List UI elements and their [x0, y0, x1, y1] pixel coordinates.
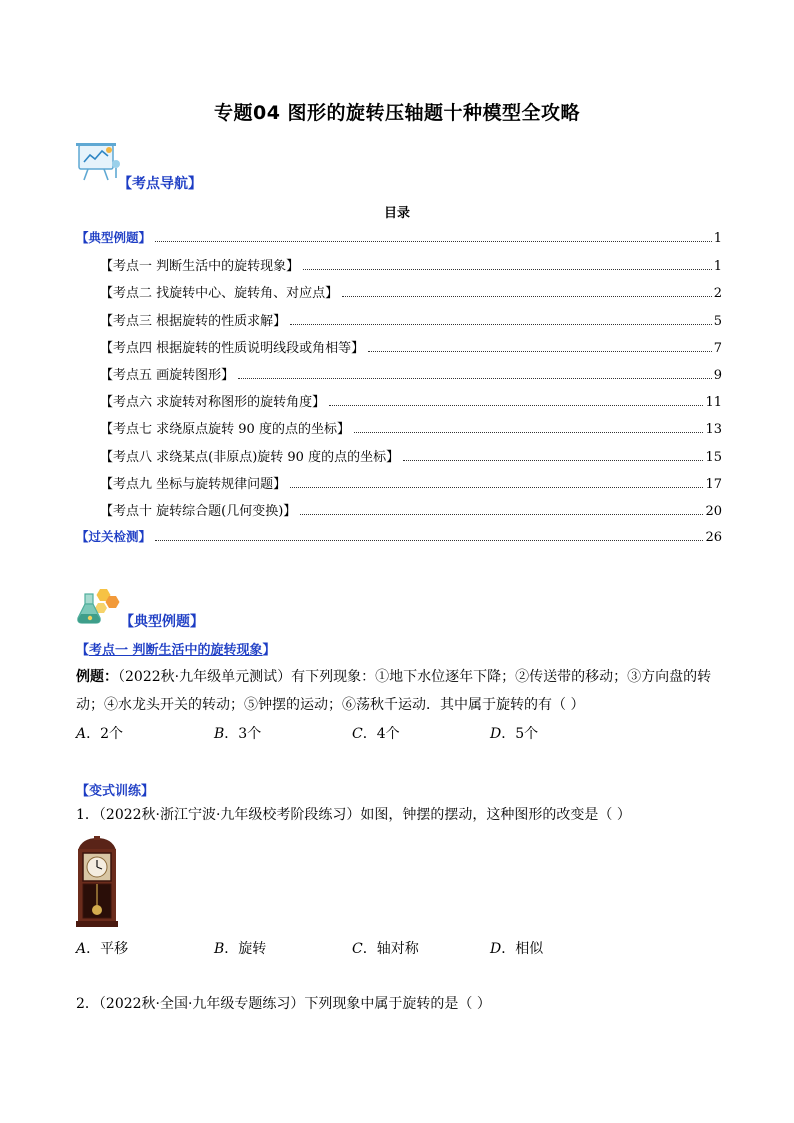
option-b[interactable]: B．3个	[214, 726, 262, 742]
toc-entry-page: 9	[713, 368, 722, 383]
toc-leader-dots	[354, 431, 704, 433]
presentation-board-icon	[76, 142, 122, 182]
toc-entry-label: 【过关检测】	[76, 529, 152, 545]
option-a[interactable]: A．2个	[76, 726, 124, 742]
q1-option-a[interactable]: A．平移	[76, 941, 129, 957]
toc-entry[interactable]	[100, 337, 722, 355]
nav-section-label: 【考点导航】	[118, 176, 202, 192]
toc-entry[interactable]	[76, 527, 722, 545]
toc-entry-label: 【考点六 求旋转对称图形的旋转角度】	[100, 395, 326, 411]
toc-entry-page: 1	[713, 259, 722, 275]
option-d[interactable]: D．5个	[490, 726, 539, 742]
kp1-bracket-open: 【	[76, 643, 90, 658]
toc-title: 目录	[383, 206, 410, 221]
kp1-bracket-close: 】	[262, 643, 276, 658]
toc-entry-page: 20	[705, 504, 722, 519]
toc-entry-label: 【考点一 判断生活中的旋转现象】	[100, 259, 300, 275]
toc-entry-page: 5	[713, 313, 722, 329]
example-lead: 例题：	[76, 669, 118, 685]
question-2: 2．（2022秋·全国·九年级专题练习）下列现象中属于旋转的是（ ）	[76, 996, 491, 1012]
toc-leader-dots	[238, 377, 712, 379]
toc-entry-page: 13	[705, 422, 722, 438]
example-question	[76, 663, 726, 719]
toc-leader-dots	[300, 513, 703, 515]
example-line-1: （2022秋·九年级单元测试）有下列现象：①地下水位逐年下降；②传送带的移动；③方向盘的转	[118, 669, 712, 685]
question-1-options	[76, 938, 628, 958]
example-line-2: 动；④水龙头开关的转动；⑤钟摆的运动；⑥荡秋千运动．其中属于旋转的有（ ）	[76, 697, 585, 713]
toc-leader-dots	[290, 323, 712, 325]
toc-entry-label: 【考点三 根据旋转的性质求解】	[100, 313, 287, 329]
toc-entry-label: 【考点二 找旋转中心、旋转角、对应点】	[100, 286, 339, 302]
toc-entry-page: 17	[705, 476, 722, 492]
flask-hexagon-icon	[76, 586, 122, 626]
q1-option-c[interactable]: C．轴对称	[352, 941, 419, 957]
toc-leader-dots	[155, 539, 703, 541]
toc-entry[interactable]	[100, 500, 722, 518]
toc-entry-label: 【考点八 求绕某点(非原点)旋转 90 度的点的坐标】	[100, 449, 400, 465]
toc-entry[interactable]	[100, 310, 722, 328]
q1-option-b[interactable]: B．旋转	[214, 941, 267, 957]
kp1-heading	[76, 639, 276, 658]
toc-leader-dots	[303, 268, 712, 270]
question-1: 1．（2022秋·浙江宁波·九年级校考阶段练习）如图，钟摆的摆动，这种图形的改变是（ ）	[76, 807, 631, 823]
q1-option-d[interactable]: D．相似	[490, 941, 544, 957]
toc-leader-dots	[342, 295, 712, 297]
toc-entry-page: 2	[713, 286, 722, 302]
toc-entry-label: 【考点九 坐标与旋转规律问题】	[100, 476, 287, 492]
toc-entry-page: 11	[705, 395, 722, 411]
toc-entry-label: 【考点五 画旋转图形】	[100, 368, 235, 383]
toc-entry[interactable]	[100, 473, 722, 491]
kp1-heading-text: 考点一 判断生活中的旋转现象	[89, 643, 263, 658]
toc-leader-dots	[155, 240, 712, 242]
toc-entry-label: 【考点四 根据旋转的性质说明线段或角相等】	[100, 340, 365, 356]
option-c[interactable]: C．4个	[352, 726, 400, 742]
toc-entry-page: 26	[705, 530, 722, 546]
variant-training-label: 【变式训练】	[76, 784, 155, 799]
toc-entry-label: 【典型例题】	[76, 230, 152, 245]
toc-entry-label: 【考点十 旋转综合题(几何变换)】	[100, 504, 297, 519]
toc-entry-page: 1	[713, 231, 722, 246]
toc-entry-label: 【考点七 求绕原点旋转 90 度的点的坐标】	[100, 422, 350, 438]
toc-leader-dots	[290, 486, 703, 488]
toc-entry[interactable]	[100, 418, 722, 436]
toc-leader-dots	[403, 459, 703, 461]
toc-entry-page: 7	[713, 340, 722, 356]
toc-entry[interactable]	[100, 364, 722, 382]
example-options	[76, 723, 628, 743]
toc-entry[interactable]	[100, 446, 722, 464]
toc-leader-dots	[368, 350, 712, 352]
page-title: 专题04 图形的旋转压轴题十种模型全攻略	[213, 102, 581, 124]
toc-entry[interactable]	[76, 228, 722, 246]
toc-leader-dots	[329, 404, 703, 406]
toc-entry[interactable]	[100, 282, 722, 300]
examples-section-label: 【典型例题】	[120, 614, 204, 630]
toc-entry-page: 15	[705, 449, 722, 465]
toc-entry[interactable]	[100, 255, 722, 273]
toc-entry[interactable]	[100, 391, 722, 409]
pendulum-clock-image	[74, 836, 120, 928]
